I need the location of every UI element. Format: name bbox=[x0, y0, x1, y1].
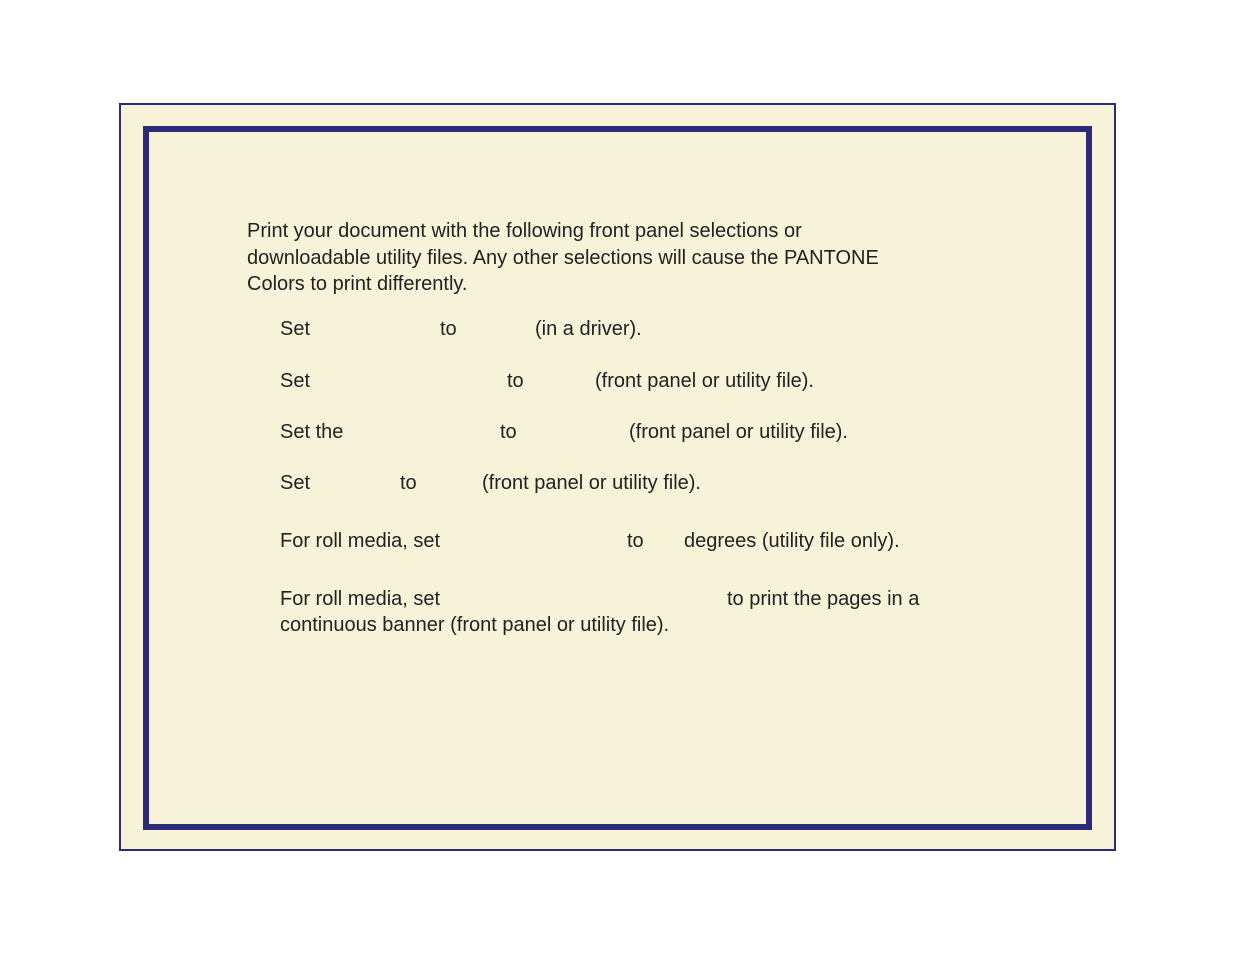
step-6-part-b: to print the pages in a bbox=[727, 588, 920, 610]
step-6-part-a: For roll media, set bbox=[280, 588, 441, 610]
step-2-part-a: Set bbox=[280, 370, 311, 392]
step-1-part-b: to bbox=[440, 318, 457, 340]
step-1-part-a: Set bbox=[280, 318, 311, 340]
step-3-part-c: (front panel or utility file). bbox=[629, 421, 848, 443]
step-6-line-2: continuous banner (front panel or utility file). bbox=[280, 614, 670, 636]
step-3-part-a: Set the bbox=[280, 421, 344, 443]
step-5-part-b: to bbox=[627, 530, 644, 552]
intro-paragraph: Print your document with the following front panel selections or downloadable utility files. Any other selections will cause the PANTONE Colors to print differently. bbox=[247, 220, 879, 295]
step-2-part-c: (front panel or utility file). bbox=[595, 370, 814, 392]
step-4-part-b: to bbox=[400, 472, 417, 494]
step-4-part-a: Set bbox=[280, 472, 311, 494]
step-5-part-c: degrees (utility file only). bbox=[684, 530, 900, 552]
step-3-part-b: to bbox=[500, 421, 517, 443]
step-1-part-c: (in a driver). bbox=[535, 318, 642, 340]
step-5-part-a: For roll media, set bbox=[280, 530, 441, 552]
step-2-part-b: to bbox=[507, 370, 524, 392]
step-4-part-c: (front panel or utility file). bbox=[482, 472, 701, 494]
